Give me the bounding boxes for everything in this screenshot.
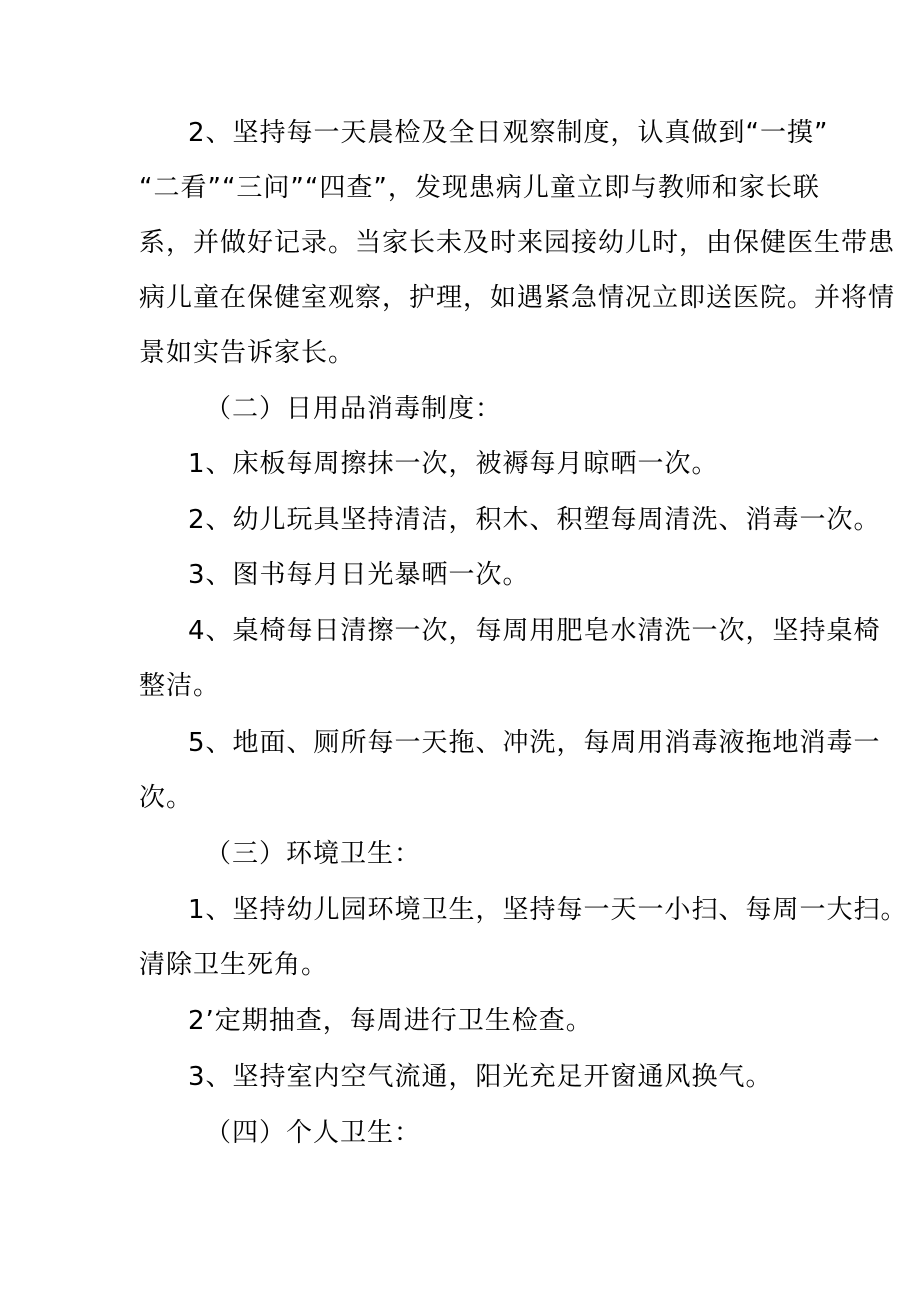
- paragraph-line: 1、坚持幼儿园环境卫生，坚持每一天一小扫、每周一大扫。: [188, 895, 908, 925]
- paragraph-line: 系，并做好记录。当家长未及时来园接幼儿时，由保健医生带患: [139, 228, 896, 258]
- paragraph-line: 5、地面、厕所每一天拖、冲洗，每周用消毒液拖地消毒一: [188, 728, 881, 758]
- section-heading: （二）日用品消毒制度：: [205, 394, 503, 424]
- paragraph-line: “二看”“三问”“四查”，发现患病儿童立即与教师和家长联: [139, 173, 820, 203]
- paragraph-line: 1、床板每周擦抹一次，被褥每月晾晒一次。: [188, 449, 719, 479]
- paragraph-line: 次。: [139, 783, 194, 813]
- paragraph-line: 3、坚持室内空气流通，阳光充足开窗通风换气。: [188, 1062, 773, 1092]
- paragraph-line: 4、桌椅每日清擦一次，每周用肥皂水清洗一次，坚持桌椅: [188, 616, 881, 646]
- paragraph-line: 2’定期抽查，每周进行卫生检查。: [188, 1006, 593, 1036]
- paragraph-line: 2、坚持每一天晨检及全日观察制度，认真做到“一摸”: [188, 118, 829, 148]
- paragraph-line: 整洁。: [139, 671, 221, 701]
- paragraph-line: 清除卫生死角。: [139, 950, 329, 980]
- section-heading: （四）个人卫生：: [205, 1118, 422, 1148]
- paragraph-line: 病儿童在保健室观察，护理，如遇紧急情况立即送医院。并将情: [139, 283, 896, 313]
- paragraph-line: 景如实告诉家长。: [139, 338, 356, 368]
- paragraph-line: 3、图书每月日光暴晒一次。: [188, 560, 530, 590]
- section-heading: （三）环境卫生：: [205, 839, 422, 869]
- paragraph-line: 2、幼儿玩具坚持清洁，积木、积塑每周清洗、消毒一次。: [188, 505, 881, 535]
